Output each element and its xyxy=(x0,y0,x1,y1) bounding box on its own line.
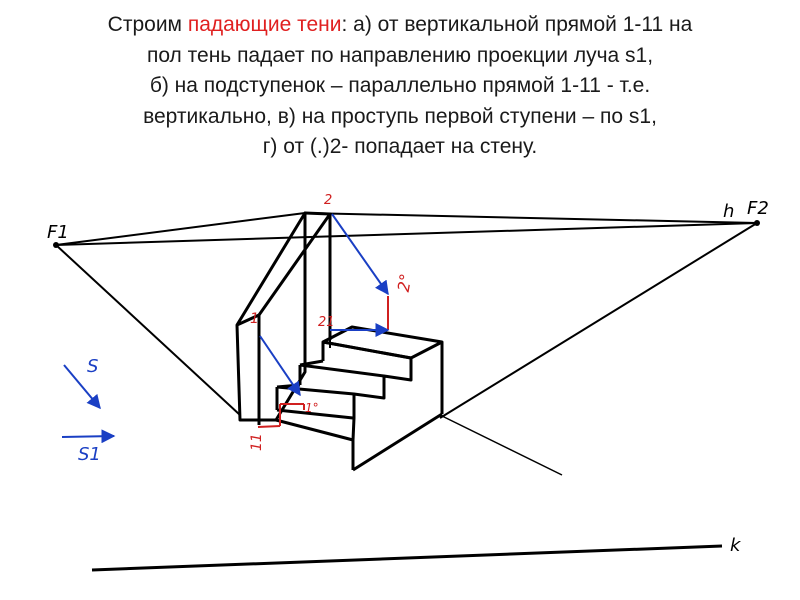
caption-line-4: вертикально, в) на проступь первой ступени – по s1, xyxy=(143,104,657,128)
stairs-right-bottom xyxy=(353,414,442,470)
caption-line-3: б) на подступенок – параллельно прямой 1-11 - т.е. xyxy=(149,74,651,97)
label-point-2: 2 xyxy=(324,193,333,208)
caption-line-5: г) от (.)2- попадает на стену. xyxy=(262,135,538,158)
caption-line-2: пол тень падает по направлению проекции луча s1, xyxy=(146,43,654,67)
ray-ground-to-f2 xyxy=(440,223,757,418)
label-light-s: S xyxy=(87,356,99,377)
label-f1: F1 xyxy=(47,222,69,243)
stairs xyxy=(276,327,442,470)
vanishing-point-f2 xyxy=(754,220,760,226)
label-point-1-0: 1° xyxy=(305,401,319,415)
step-nosing-2 xyxy=(300,365,384,376)
ground-line-k xyxy=(92,546,722,570)
label-h: h xyxy=(723,201,735,222)
label-light-s1: S1 xyxy=(78,444,101,465)
step-profile xyxy=(353,358,411,440)
step-bottom-front xyxy=(276,420,353,440)
step-tread-3 xyxy=(277,385,300,387)
label-point-2-0: 2° xyxy=(393,272,416,294)
shadow-ray-2 xyxy=(332,214,388,294)
caption-line-1-end: : а) от вертикальной прямой 1-11 на xyxy=(341,13,693,36)
caption-line-1-start: Строим xyxy=(107,13,188,36)
step-nosing-3 xyxy=(277,387,354,394)
light-ray-s1-arrow xyxy=(62,436,114,437)
label-point-1-1: 11 xyxy=(249,433,265,451)
step-tread-2 xyxy=(300,361,323,365)
label-f2: F2 xyxy=(747,198,769,219)
horizon-line-h xyxy=(56,223,757,245)
label-k: k xyxy=(730,535,741,556)
ray-wall-top-to-f2 xyxy=(305,213,757,223)
shadow-1-floor xyxy=(258,426,280,427)
caption-highlight: падающие тени xyxy=(187,13,342,36)
label-point-2-1: 21 xyxy=(318,315,335,330)
ray-wall-base-to-f2 xyxy=(440,415,562,475)
step-nosing-1 xyxy=(323,342,411,358)
construction-lines xyxy=(56,213,757,570)
label-point-1: 1 xyxy=(250,311,259,327)
